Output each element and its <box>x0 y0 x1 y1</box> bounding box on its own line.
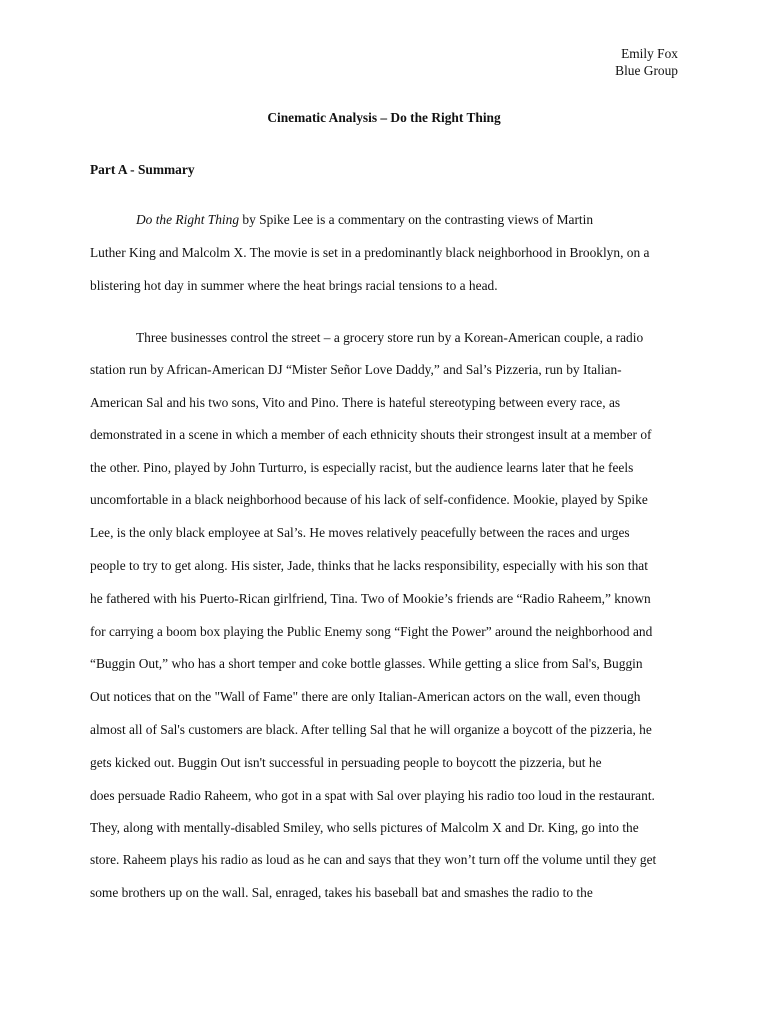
paragraph-2-line: for carrying a boom box playing the Public Enemy song “Fight the Power” around the neighborhood and <box>90 624 653 639</box>
paragraph-2-line: Lee, is the only black employee at Sal’s. He moves relatively peacefully between the races and urges <box>90 525 630 540</box>
paragraph-2-line: some brothers up on the wall. Sal, enraged, takes his baseball bat and smashes the radio to the <box>90 885 593 900</box>
paragraph-2-line: Out notices that on the "Wall of Fame" there are only Italian-American actors on the wall, even though <box>90 689 641 704</box>
section-heading: Part A - Summary <box>90 162 195 177</box>
paragraph-2-line: demonstrated in a scene in which a member of each ethnicity shouts their strongest insult at a member of <box>90 427 652 442</box>
paragraph-1-line-2: Luther King and Malcolm X. The movie is set in a predominantly black neighborhood in Brooklyn, on a <box>90 245 650 260</box>
paragraph-2-line: almost all of Sal's customers are black. After telling Sal that he will organize a boycott of the pizzeria, he <box>90 722 652 737</box>
paragraph-2-line: gets kicked out. Buggin Out isn't successful in persuading people to boycott the pizzeria, but he <box>90 755 602 770</box>
paragraph-2-line: store. Raheem plays his radio as loud as he can and says that they won’t turn off the volume until they get <box>90 852 657 867</box>
paragraph-2-line: station run by African-American DJ “Mister Señor Love Daddy,” and Sal’s Pizzeria, run by Italian- <box>90 362 622 377</box>
paragraph-1-line-3: blistering hot day in summer where the heat brings racial tensions to a head. <box>90 278 498 293</box>
paragraph-2-line: “Buggin Out,” who has a short temper and coke bottle glasses. While getting a slice from Sal's, Buggin <box>90 656 643 671</box>
paragraph-1-line-1-text: by Spike Lee is a commentary on the contrasting views of Martin <box>239 212 594 227</box>
paragraph-2-line: people to try to get along. His sister, Jade, thinks that he lacks responsibility, especially with his son that <box>90 558 648 573</box>
paragraph-2-line: They, along with mentally-disabled Smiley, who sells pictures of Malcolm X and Dr. King, go into the <box>90 820 639 835</box>
paragraph-2-line: Three businesses control the street – a grocery store run by a Korean-American couple, a radio <box>136 330 644 345</box>
paragraph-2-line: the other. Pino, played by John Turturro, is especially racist, but the audience learns later that he feels <box>90 460 634 475</box>
author-name: Emily Fox <box>621 46 678 61</box>
document-title: Cinematic Analysis – Do the Right Thing <box>267 110 501 125</box>
author-header <box>615 45 678 79</box>
paragraph-1-line-1 <box>136 212 593 228</box>
paragraph-2-line: he fathered with his Puerto-Rican girlfriend, Tina. Two of Mookie’s friends are “Radio Raheem,” known <box>90 591 651 606</box>
film-title-italic: Do the Right Thing <box>136 212 240 227</box>
paragraph-2-line: does persuade Radio Raheem, who got in a spat with Sal over playing his radio too loud in the restaurant. <box>90 788 655 803</box>
paragraph-2-line: American Sal and his two sons, Vito and Pino. There is hateful stereotyping between every race, as <box>90 395 621 410</box>
paragraph-2-line: uncomfortable in a black neighborhood because of his lack of self-confidence. Mookie, played by Spike <box>90 492 648 507</box>
group-name: Blue Group <box>615 63 678 78</box>
